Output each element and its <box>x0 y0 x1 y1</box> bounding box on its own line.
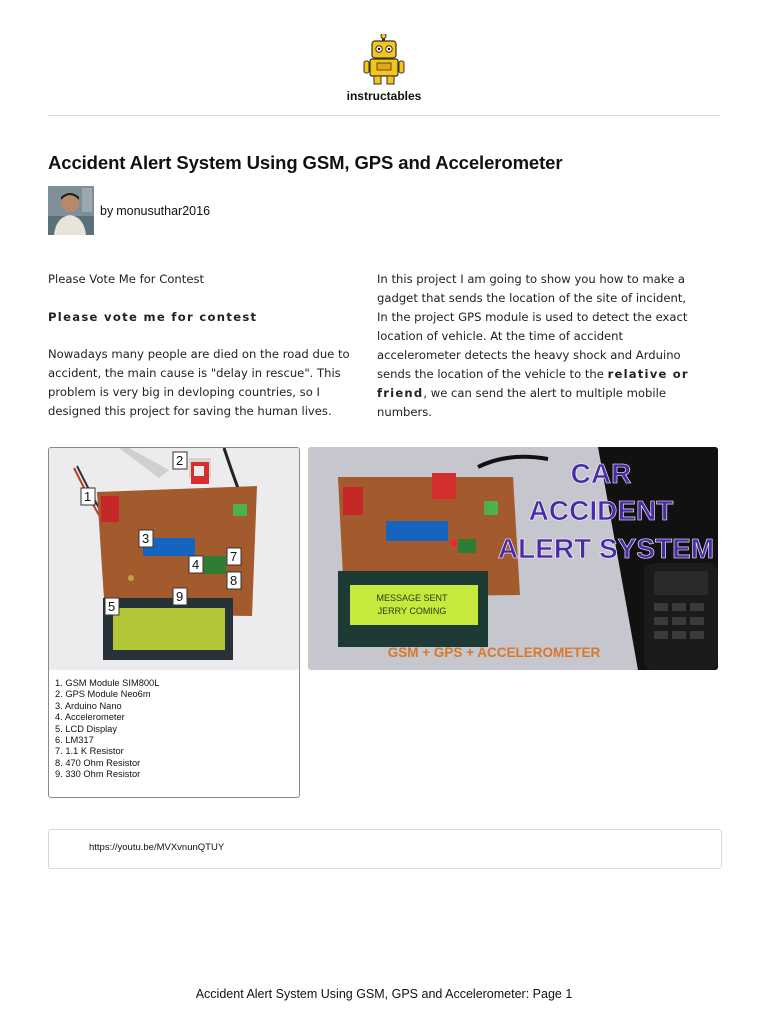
intro-left-column <box>48 270 360 421</box>
components-caption <box>55 678 159 781</box>
project-description <box>377 270 697 422</box>
component-marker-2: 2 <box>176 453 184 468</box>
author-name[interactable]: monusuthar2016 <box>116 204 211 218</box>
description-text-1: In this project I am going to show you how to make a gadget that sends the location of the site of incident, In the project GPS module is used to detect the exact location of vehicle. At the time of accident accelerometer detects the heavy shock and Arduino sends the location of the vehicle to the <box>377 272 688 381</box>
author-prefix: by <box>100 204 114 218</box>
caption-line: 8. 470 Ohm Resistor <box>55 757 141 768</box>
component-marker-9: 9 <box>176 589 184 604</box>
component-marker-1: 1 <box>84 489 92 504</box>
video-embed-box <box>48 829 722 869</box>
page-footer: Accident Alert System Using GSM, GPS and Accelerometer: Page 1 <box>195 987 573 1001</box>
component-marker-7: 7 <box>230 549 238 564</box>
author-avatar[interactable] <box>48 186 94 235</box>
component-marker-5: 5 <box>108 599 116 614</box>
caption-line: 2. GPS Module Neo6m <box>55 689 151 700</box>
project-cover-photo[interactable] <box>308 447 718 670</box>
components-figure <box>48 447 300 798</box>
description-text-2: , we can send the alert to multiple mobile numbers. <box>377 386 666 419</box>
component-marker-3: 3 <box>142 531 150 546</box>
vote-request: Please Vote Me for Contest <box>48 272 205 286</box>
overlay-subtitle: GSM + GPS + ACCELEROMETER <box>387 645 601 660</box>
page-title: Accident Alert System Using GSM, GPS and Accelerometer <box>48 152 563 173</box>
lcd-line-1: MESSAGE SENT <box>376 593 448 603</box>
author-byline <box>100 204 210 218</box>
caption-line: 5. LCD Display <box>55 723 118 734</box>
vote-request-bold: Please vote me for contest <box>48 310 258 324</box>
intro-paragraph: Nowadays many people are died on the road due to accident, the main cause is "delay in rescue". This problem is very big in devloping countries, so I designed this project for saving the human lives. <box>48 347 350 418</box>
caption-line: 3. Arduino Nano <box>55 700 122 711</box>
lcd-line-2: JERRY COMING <box>377 606 447 616</box>
component-marker-4: 4 <box>192 557 200 572</box>
intro-right-column <box>377 270 697 422</box>
brand-name[interactable]: instructables <box>346 89 422 103</box>
caption-line: 6. LM317 <box>55 735 94 746</box>
overlay-line-car: CAR <box>570 458 632 489</box>
video-link[interactable]: https://youtu.be/MVXvnunQTUY <box>89 842 225 853</box>
caption-line: 7. 1.1 K Resistor <box>55 746 124 757</box>
instructables-robot-logo[interactable] <box>363 34 405 86</box>
header-divider <box>48 115 720 116</box>
component-marker-8: 8 <box>230 573 238 588</box>
caption-line: 1. GSM Module SIM800L <box>55 678 160 688</box>
overlay-line-accident: ACCIDENT <box>528 495 674 526</box>
labeled-circuit-photo[interactable] <box>49 448 299 670</box>
page-header <box>0 0 768 116</box>
description-bold: relative or friend <box>377 367 689 400</box>
overlay-line-alert-system: ALERT SYSTEM <box>497 533 715 564</box>
caption-line: 9. 330 Ohm Resistor <box>55 769 141 780</box>
caption-line: 4. Accelerometer <box>55 712 125 723</box>
